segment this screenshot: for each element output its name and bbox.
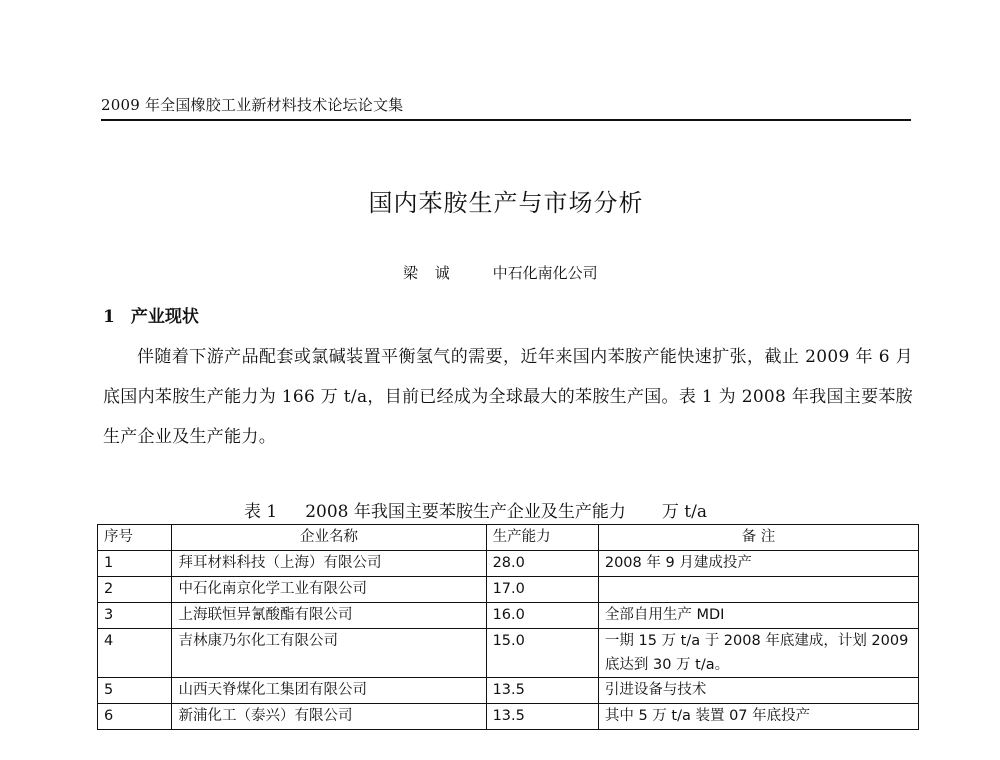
remarks: 其中 5 万 t/a 装置 07 年底投产	[598, 704, 918, 730]
running-header: 2009 年全国橡胶工业新材料技术论坛论文集	[101, 96, 404, 114]
table-row	[98, 629, 919, 678]
column-header-capacity: 生产能力	[486, 525, 598, 551]
header-rule	[101, 119, 911, 121]
section-heading	[103, 302, 199, 327]
table-row	[98, 678, 919, 704]
author-line	[403, 262, 598, 283]
row-number: 5	[98, 678, 172, 704]
column-header-remarks: 备 注	[598, 525, 918, 551]
table-caption	[244, 497, 707, 522]
table-row	[98, 577, 919, 603]
author-name: 梁 诚	[403, 264, 456, 282]
company-name: 上海联恒异氰酸酯有限公司	[172, 603, 486, 629]
table-caption-title: 2008 年我国主要苯胺生产企业及生产能力	[305, 502, 626, 522]
body-paragraph: 伴随着下游产品配套或氯碱装置平衡氢气的需要，近年来国内苯胺产能快速扩张，截止 2009 年 6 月底国内苯胺生产能力为 166 万 t/a，目前已经成为全球最大的苯胺生产国。表 1 为 2008 年我国主要苯胺生产企业及生产能力。	[103, 347, 913, 447]
author-affiliation: 中石化南化公司	[492, 264, 598, 282]
remarks: 引进设备与技术	[598, 678, 918, 704]
table-row	[98, 603, 919, 629]
table-caption-unit: 万 t/a	[661, 502, 708, 522]
table-header-row	[98, 525, 919, 551]
capacity-value: 13.5	[486, 678, 598, 704]
capacity-value: 13.5	[486, 704, 598, 730]
company-name: 山西天脊煤化工集团有限公司	[172, 678, 486, 704]
remarks: 一期 15 万 t/a 于 2008 年底建成，计划 2009 底达到 30 万 t/a。	[598, 629, 918, 678]
table-row	[98, 551, 919, 577]
table-caption-label: 表 1	[244, 502, 278, 522]
capacity-value: 28.0	[486, 551, 598, 577]
capacity-value: 17.0	[486, 577, 598, 603]
remarks	[598, 577, 918, 603]
column-header-no: 序号	[98, 525, 172, 551]
company-name: 拜耳材料科技（上海）有限公司	[172, 551, 486, 577]
remarks: 全部自用生产 MDI	[598, 603, 918, 629]
row-number: 2	[98, 577, 172, 603]
remarks: 2008 年 9 月建成投产	[598, 551, 918, 577]
company-name: 吉林康乃尔化工有限公司	[172, 629, 486, 678]
row-number: 4	[98, 629, 172, 678]
table-row	[98, 704, 919, 730]
paper-title: 国内苯胺生产与市场分析	[368, 189, 644, 217]
capacity-table	[97, 524, 919, 730]
section-title: 产业现状	[130, 307, 199, 327]
capacity-value: 15.0	[486, 629, 598, 678]
row-number: 3	[98, 603, 172, 629]
row-number: 1	[98, 551, 172, 577]
company-name: 中石化南京化学工业有限公司	[172, 577, 486, 603]
column-header-company: 企业名称	[172, 525, 486, 551]
row-number: 6	[98, 704, 172, 730]
section-number: 1	[103, 307, 115, 327]
capacity-value: 16.0	[486, 603, 598, 629]
company-name: 新浦化工（泰兴）有限公司	[172, 704, 486, 730]
